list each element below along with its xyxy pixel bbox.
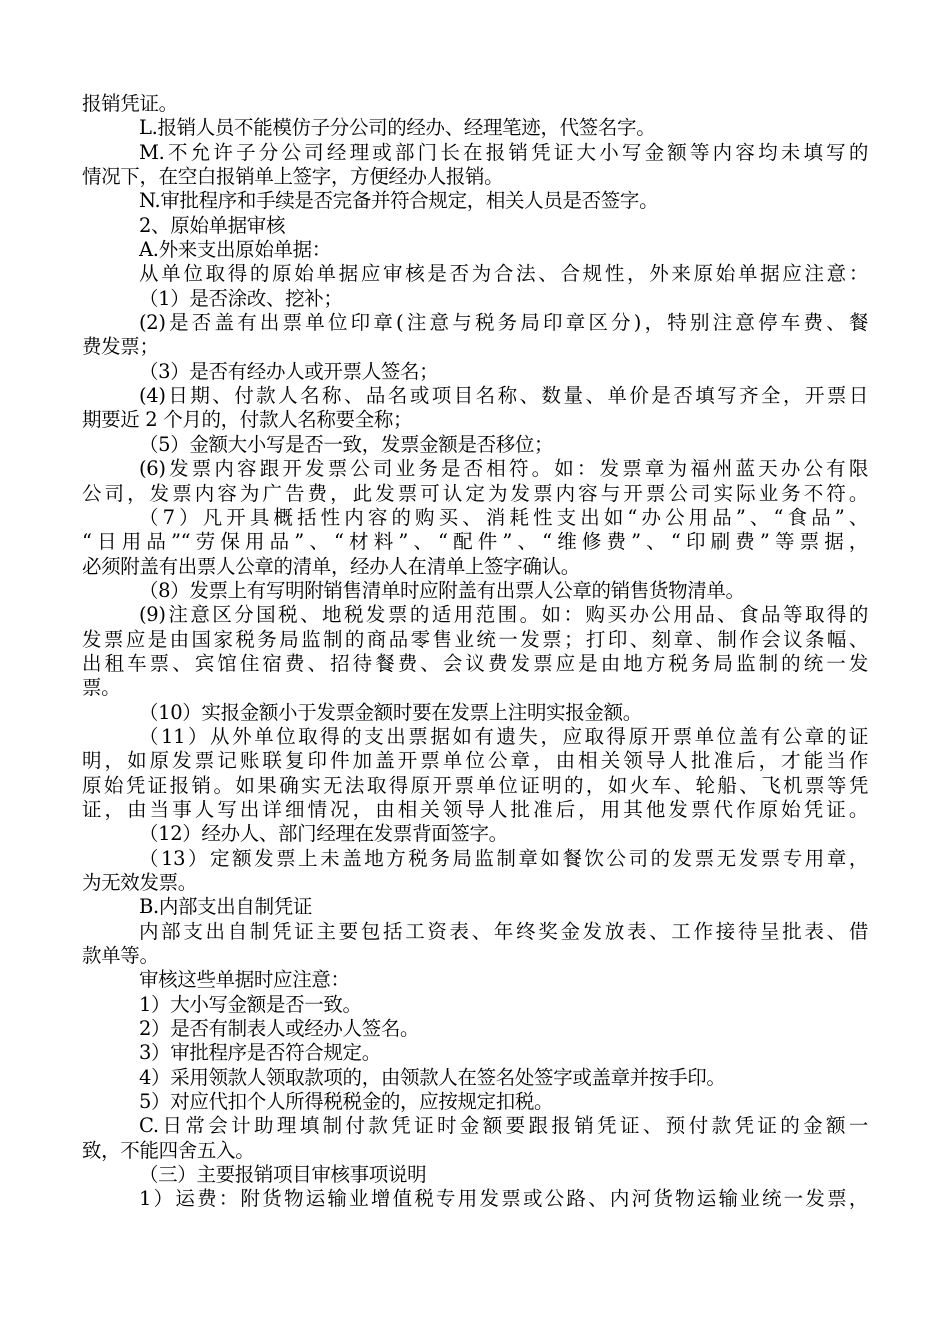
- text-line: (2)是否盖有出票单位印章(注意与税务局印章区分)，特别注意停车费、餐: [139, 311, 868, 335]
- text-line: (6)发票内容跟开发票公司业务是否相符。如：发票章为福州蓝天办公有限: [139, 457, 868, 481]
- text-line: 2）是否有制表人或经办人签名。: [139, 1017, 420, 1041]
- text-line: 明，如原发票记账联复印件加盖开票单位公章，由相关领导人批准后，才能当作: [82, 749, 868, 773]
- text-line: （8）发票上有写明附销售清单时应附盖有出票人公章的销售货物清单。: [139, 578, 745, 602]
- text-line: （5）金额大小写是否一致，发票金额是否移位；: [139, 432, 554, 456]
- text-line: （13）定额发票上未盖地方税务局监制章如餐饮公司的发票无发票专用章，: [139, 846, 868, 870]
- text-line: B.内部支出自制凭证: [139, 895, 313, 919]
- text-line: 3）审批程序是否符合规定。: [139, 1041, 381, 1065]
- text-line: M.不允许子分公司经理或部门长在报销凭证大小写金额等内容均未填写的: [139, 140, 868, 164]
- text-line: 为无效发票。: [82, 871, 197, 894]
- text-line: 款单等。: [82, 944, 159, 968]
- text-line: 必须附盖有出票人公章的清单，经办人在清单上签字确认。: [82, 554, 580, 578]
- text-line: N.审批程序和手续是否完备并符合规定，相关人员是否签字。: [139, 189, 659, 213]
- text-line: （7）凡开具概括性内容的购买、消耗性支出如“办公用品”、“食品”、: [139, 505, 868, 529]
- text-line: （12）经办人、部门经理在发票背面签字。: [139, 822, 508, 846]
- text-line: 证，由当事人写出详细情况，由相关领导人批准后，用其他发票代作原始凭证。: [82, 797, 868, 821]
- text-line: 情况下，在空白报销单上签字，方便经办人报销。: [82, 165, 504, 189]
- text-line: 审核这些单据时应注意：: [139, 968, 350, 992]
- text-line: 公司，发票内容为广告费，此发票可认定为发票内容与开票公司实际业务不符。: [82, 481, 868, 505]
- text-line: 内部支出自制凭证主要包括工资表、年终奖金发放表、工作接待呈批表、借: [139, 919, 868, 943]
- text-line: 4）采用领款人领取款项的，由领款人在签名处签字或盖章并按手印。: [139, 1065, 726, 1089]
- text-line: （3）是否有经办人或开票人签名；: [139, 359, 439, 383]
- text-line: （10）实报金额小于发票金额时要在发票上注明实报金额。: [139, 700, 642, 724]
- text-line: （1）是否涂改、挖补；: [139, 286, 343, 310]
- text-line: A.外来支出原始单据：: [139, 238, 331, 262]
- text-line: 原始凭证报销。如果确实无法取得原开票单位证明的，如火车、轮船、飞机票等凭: [82, 773, 868, 797]
- text-line: 发票应是由国家税务局监制的商品零售业统一发票；打印、刻章、制作会议条幅、: [82, 627, 868, 651]
- text-line: L.报销人员不能模仿子分公司的经办、经理笔迹，代签名字。: [139, 116, 656, 140]
- text-line: C.日常会计助理填制付款凭证时金额要跟报销凭证、预付款凭证的金额一: [139, 1114, 868, 1138]
- text-line: 期要近 2 个月的，付款人名称要全称；: [82, 408, 413, 432]
- text-line: 1）大小写金额是否一致。: [139, 992, 362, 1016]
- text-line: 出租车票、宾馆住宿费、招待餐费、会议费发票应是由地方税务局监制的统一发: [82, 651, 868, 675]
- text-line: 费发票；: [82, 335, 159, 359]
- text-line: 2、原始单据审核: [139, 213, 286, 237]
- text-line: （11）从外单位取得的支出票据如有遗失，应取得原开票单位盖有公章的证: [139, 724, 868, 748]
- text-line: 票。: [82, 676, 121, 700]
- text-line: 5）对应代扣个人所得税税金的，应按规定扣税。: [139, 1090, 554, 1114]
- text-line: (9)注意区分国税、地税发票的适用范围。如：购买办公用品、食品等取得的: [139, 603, 868, 627]
- text-line: 1）运费：附货物运输业增值税专用发票或公路、内河货物运输业统一发票，: [139, 1187, 868, 1211]
- text-line: (4)日期、付款人名称、品名或项目名称、数量、单价是否填写齐全，开票日: [139, 384, 868, 408]
- text-line: “日用品”“劳保用品”、“材料”、“配件”、“维修费”、“印刷费”等票据，: [82, 530, 868, 554]
- text-line: 致，不能四舍五入。: [82, 1138, 255, 1162]
- text-line: 报销凭证。: [82, 92, 178, 115]
- text-line: 从单位取得的原始单据应审核是否为合法、合规性，外来原始单据应注意：: [139, 262, 868, 286]
- section-heading: （三）主要报销项目审核事项说明: [139, 1163, 427, 1187]
